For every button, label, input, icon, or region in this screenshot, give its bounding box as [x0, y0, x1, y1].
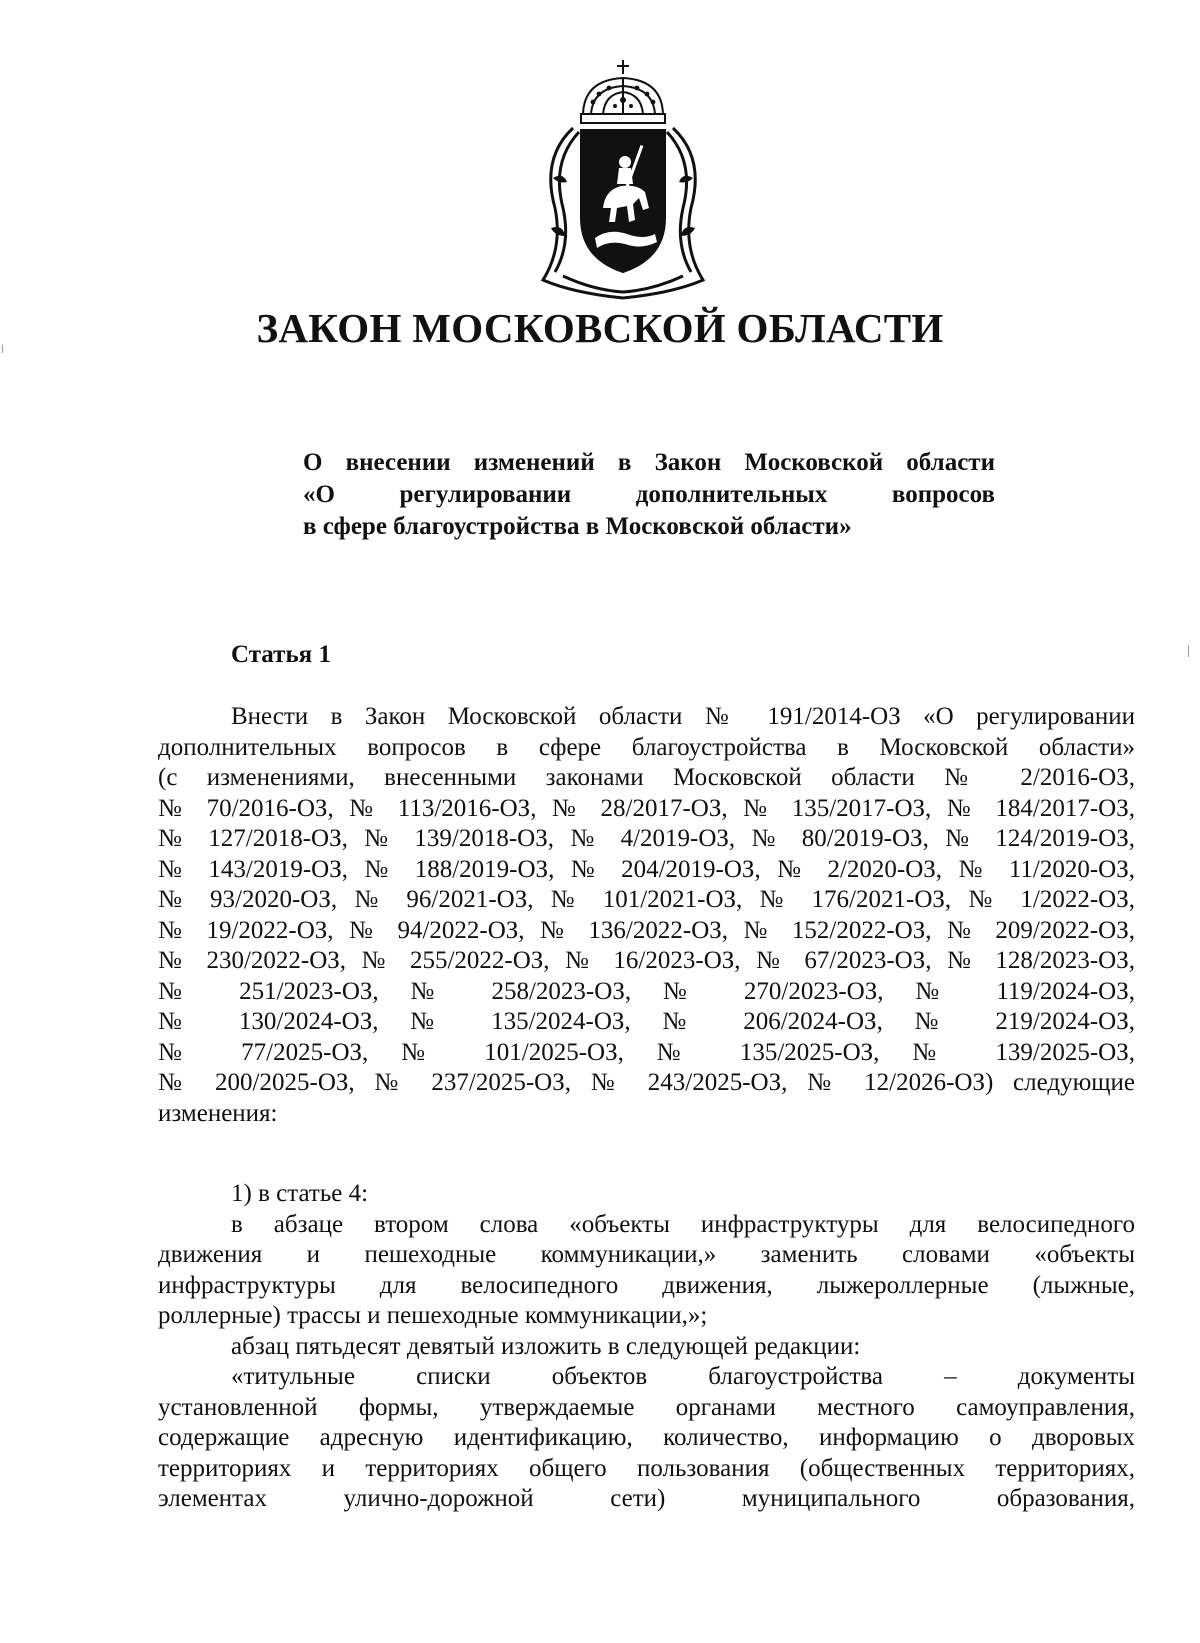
law-subtitle: [303, 447, 995, 543]
text-line: абзац пятьдесят девятый изложить в следующей редакции:: [231, 1332, 861, 1360]
coat-of-arms-icon: [533, 58, 713, 303]
text-line: территориях и территориях общего пользования (общественных территориях,: [158, 1454, 1135, 1482]
text-line: дополнительных вопросов в сфере благоустройства в Московской области»: [158, 733, 1135, 761]
subtitle-line: «О регулировании дополнительных вопросов: [303, 481, 995, 508]
text-line: роллерные) трассы и пешеходные коммуникации,»;: [158, 1302, 708, 1329]
text-line: № 70/2016-ОЗ, № 113/2016-ОЗ, № 28/2017-ОЗ, № 135/2017-ОЗ, № 184/2017-ОЗ,: [158, 794, 1135, 822]
subtitle-line: О внесении изменений в Закон Московской области: [303, 449, 995, 476]
text-line: Внести в Закон Московской области № 191/2014-ОЗ «О регулировании: [231, 703, 1135, 730]
text-line: № 143/2019-ОЗ, № 188/2019-ОЗ, № 204/2019-ОЗ, № 2/2020-ОЗ, № 11/2020-ОЗ,: [158, 855, 1135, 883]
text-line: элементах улично-дорожной сети) муниципального образования,: [158, 1485, 1135, 1512]
text-line: № 200/2025-ОЗ, № 237/2025-ОЗ, № 243/2025-ОЗ, № 12/2026-ОЗ) следующие: [158, 1069, 1135, 1096]
text-line: № 127/2018-ОЗ, № 139/2018-ОЗ, № 4/2019-ОЗ, № 80/2019-ОЗ, № 124/2019-ОЗ,: [158, 825, 1135, 852]
law-title: ЗАКОН МОСКОВСКОЙ ОБЛАСТИ: [256, 305, 944, 351]
text-line: 1) в статье 4:: [231, 1180, 369, 1207]
text-line: «титульные списки объектов благоустройства – документы: [231, 1363, 1135, 1390]
text-line: в абзаце втором слова «объекты инфраструктуры для велосипедного: [231, 1210, 1135, 1238]
article-heading: Статья 1: [231, 641, 331, 668]
scan-mark: [1188, 645, 1189, 657]
article-paragraph: [158, 702, 1135, 1129]
text-line: № 230/2022-ОЗ, № 255/2022-ОЗ, № 16/2023-ОЗ, № 67/2023-ОЗ, № 128/2023-ОЗ,: [158, 947, 1135, 974]
text-line: (с изменениями, внесенными законами Московской области № 2/2016-ОЗ,: [158, 764, 1135, 791]
text-line: № 251/2023-ОЗ, № 258/2023-ОЗ, № 270/2023-ОЗ, № 119/2024-ОЗ,: [158, 977, 1135, 1005]
text-line: № 19/2022-ОЗ, № 94/2022-ОЗ, № 136/2022-ОЗ, № 152/2022-ОЗ, № 209/2022-ОЗ,: [158, 916, 1135, 944]
text-line: № 130/2024-ОЗ, № 135/2024-ОЗ, № 206/2024-ОЗ, № 219/2024-ОЗ,: [158, 1008, 1135, 1035]
subtitle-line: в сфере благоустройства в Московской области»: [303, 513, 852, 540]
text-line: содержащие адресную идентификацию, количество, информацию о дворовых: [158, 1424, 1135, 1451]
text-line: № 77/2025-ОЗ, № 101/2025-ОЗ, № 135/2025-ОЗ, № 139/2025-ОЗ,: [158, 1038, 1135, 1066]
text-line: изменения:: [158, 1099, 278, 1127]
text-line: № 93/2020-ОЗ, № 96/2021-ОЗ, № 101/2021-ОЗ, № 176/2021-ОЗ, № 1/2022-ОЗ,: [158, 886, 1135, 913]
text-line: установленной формы, утверждаемые органами местного самоуправления,: [158, 1393, 1135, 1421]
amendment-item: [158, 1179, 1135, 1515]
text-line: инфраструктуры для велосипедного движения, лыжероллерные (лыжные,: [158, 1271, 1135, 1299]
text-line: движения и пешеходные коммуникации,» заменить словами «объекты: [158, 1241, 1135, 1268]
scan-mark: [2, 345, 3, 353]
